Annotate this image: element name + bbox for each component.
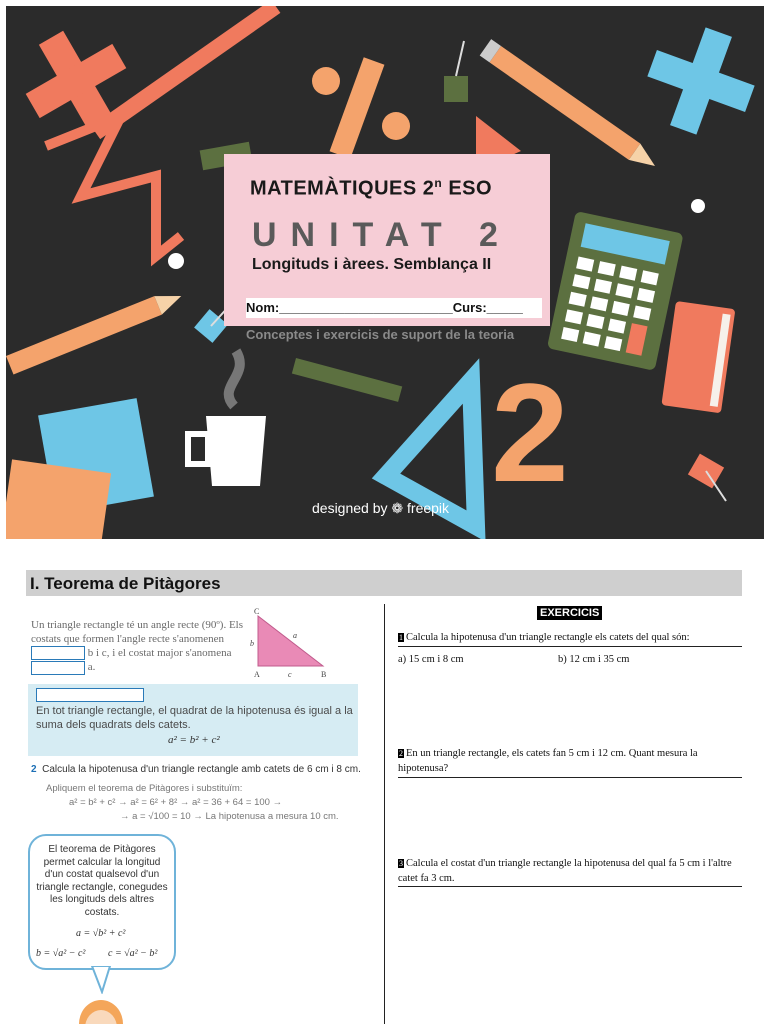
exercise-1 [398, 630, 740, 645]
bubble-formula: a = √b² + c² [76, 928, 126, 939]
speech-bubble [28, 834, 176, 970]
concepts-caption: Conceptes i exercicis de suport de la teoria [246, 327, 515, 342]
exercise-number: 1 [399, 633, 403, 642]
bubble-text: El teorema de Pitàgores permet calcular la longitud d'un costat qualsevol d'un triangle rectangle, conegudes les longituds dels altres costats. [36, 844, 168, 918]
title-card [224, 154, 550, 326]
right-triangle-figure [248, 606, 338, 682]
plus-icon [634, 14, 764, 147]
theorem-formula: a² = b² + c² [168, 734, 220, 746]
number-two-graphic: 2 [491, 354, 569, 511]
bubble-formula: c = √a² − b² [108, 948, 158, 959]
document-title: MATEMÀTIQUES 2$^n$ ESO [250, 176, 493, 200]
cover-illustration [6, 6, 764, 539]
pushpin-icon [688, 454, 726, 501]
ruler-shape [91, 6, 280, 139]
exercise-text: Calcula el costat d'un triangle rectangle la hipotenusa del qual fa 5 cm i l'altre catet fa 3 cm. [398, 858, 732, 884]
theorem-statement: En tot triangle rectangle, el quadrat de la hipotenusa és igual a la suma dels quadrats dels catets. [36, 705, 353, 731]
fill-in-blank[interactable] [31, 661, 85, 675]
zigzag-shape [46, 116, 181, 256]
mug-icon [188, 351, 266, 486]
intro-paragraph [31, 618, 249, 675]
exercise-number: 2 [399, 749, 403, 758]
exercise-text: Calcula la hipotenusa d'un triangle rectangle els catets del qual són: [406, 632, 690, 643]
example-step: → a = √100 = 10 → La hipotenusa a mesura 10 cm. [120, 811, 339, 822]
vertex-label: B [321, 670, 327, 679]
freepik-credit: designed by ❁ freepik [312, 500, 450, 516]
theorem-box [28, 684, 358, 756]
unit-heading: UNITAT 2 [252, 216, 512, 254]
answer-line [398, 646, 742, 647]
section-title: I. Teorema de Pitàgores [30, 574, 221, 593]
side-label: b [250, 639, 254, 648]
marker-shape [292, 358, 402, 402]
bubble-tail [90, 966, 114, 994]
exercise-option: a) 15 cm i 8 cm [398, 654, 464, 665]
example-text: Calcula la hipotenusa d'un triangle rectangle amb catets de 6 cm i 8 cm. [42, 764, 361, 775]
fill-in-blank[interactable] [31, 646, 85, 660]
book-icon [661, 301, 735, 413]
pushpin-icon [444, 41, 468, 102]
example-title [31, 764, 361, 775]
bubble-formula: b = √a² − c² [36, 948, 86, 959]
exercise-option: b) 12 cm i 35 cm [558, 654, 630, 665]
dot-decoration [691, 199, 705, 213]
fill-in-blank[interactable] [36, 688, 144, 702]
calculator-icon [547, 211, 684, 371]
side-label: a [293, 631, 297, 640]
exercise-number: 3 [399, 859, 403, 868]
intro-text: Un triangle rectangle té un angle recte (90º). Els costats que formen l'angle recte s'anomenen [31, 619, 244, 645]
exercise-text: En un triangle rectangle, els catets fan 5 cm i 12 cm. Quant mesura la hipotenusa? [398, 748, 698, 774]
character-avatar [76, 998, 126, 1024]
example-number: 2 [31, 764, 37, 775]
sticky-note-shape [6, 459, 111, 539]
exercise-2 [398, 746, 740, 776]
vertex-label: C [254, 607, 260, 616]
intro-text: a. [85, 661, 96, 674]
dot-decoration [168, 253, 184, 269]
pencil-icon [6, 287, 185, 375]
vertex-label: A [254, 670, 260, 679]
column-divider [384, 604, 385, 1024]
answer-line [398, 886, 742, 887]
unit-subtitle: Longituds i àrees. Semblança II [252, 256, 492, 273]
intro-text: b i c, i el costat major s'anomena [85, 647, 232, 659]
exercise-3 [398, 856, 740, 886]
percent-icon [312, 57, 410, 158]
name-course-field: Nom:________________________Curs:_____ [246, 298, 542, 318]
answer-line [398, 777, 742, 778]
example-step: a² = b² + c² → a² = 6² + 8² → a² = 36 + 64 = 100 → [69, 797, 283, 808]
section-header [26, 570, 742, 596]
side-label: c [288, 670, 292, 679]
example-step: Apliquem el teorema de Pitàgores i substituïm: [46, 783, 243, 794]
exercises-header: EXERCICIS [537, 606, 602, 620]
